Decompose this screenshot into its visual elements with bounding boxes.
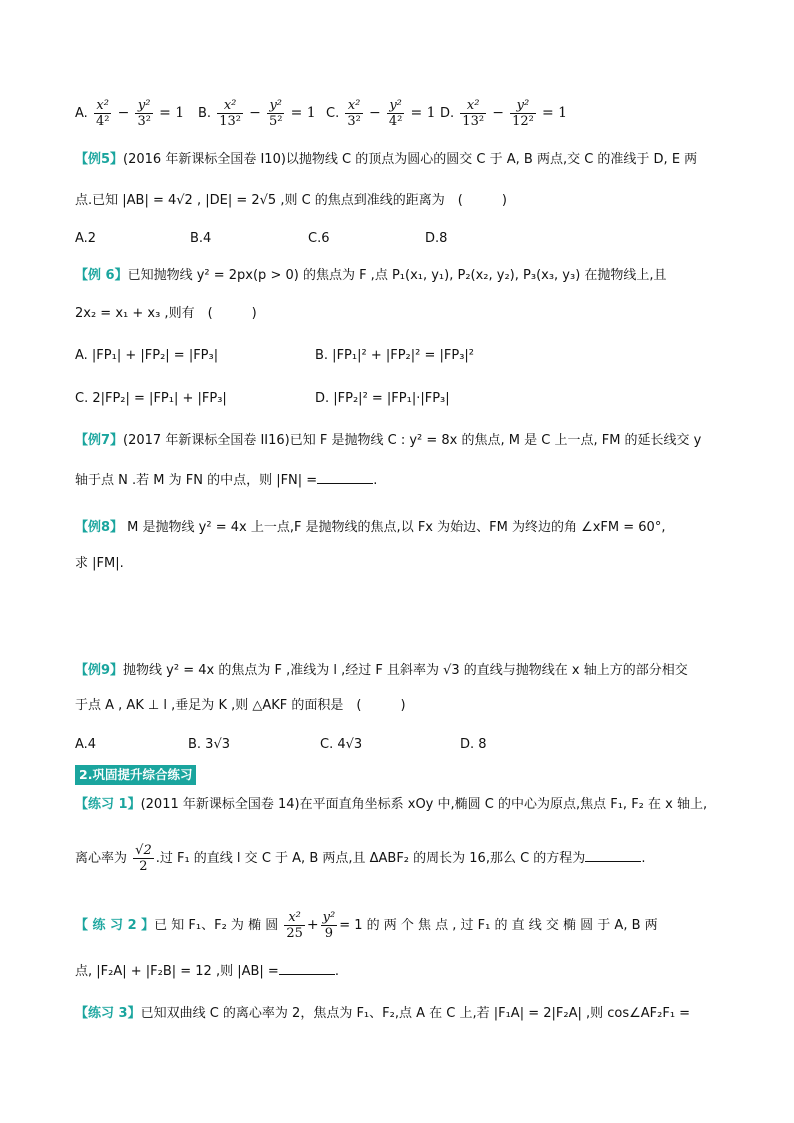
example-text: 已知抛物线 y² = 2px(p > 0) 的焦点为 F ,点 P₁(x₁, y₁), P₂(x₂, y₂), P₃(x₃, y₃) 在抛物线上,且 [127, 268, 667, 283]
example-8-line-1 [75, 518, 665, 538]
ex9-option-d[interactable]: D. 8 [460, 737, 487, 752]
practice-3-line-1 [75, 1004, 690, 1024]
q4-option-a[interactable]: A. $\frac{\text{x²}}{\text{4²}}$ − $\frac{\text{y²}}{\text{3²}}$ = 1 [75, 98, 185, 129]
practice-2-line-2: 点, |F₂A| + |F₂B| = 12 ,则 |AB| = . [75, 964, 339, 979]
ex5-option-b[interactable]: B.4 [190, 231, 212, 246]
ex6-option-a[interactable]: A. |FP₁| + |FP₂| = |FP₃| [75, 348, 219, 363]
answer-blank[interactable] [279, 962, 335, 975]
practice-1-line-2: 离心率为 $\frac{√2}{2}$ .过 F₁ 的直线 l 交 C 于 A, B 两点,且 ΔABF₂ 的周长为 16,那么 C 的方程为 . [75, 843, 646, 874]
practice-1-line-1 [75, 795, 707, 815]
option-letter: B. [198, 106, 212, 121]
example-text: M 是抛物线 y² = 4x 上一点,F 是抛物线的焦点,以 Fx 为始边、FM 为终边的角 ∠xFM = 60°, [123, 520, 666, 535]
answer-blank[interactable] [317, 471, 373, 484]
ex6-option-c[interactable]: C. 2|FP₂| = |FP₁| + |FP₃| [75, 391, 227, 406]
ex5-option-a[interactable]: A.2 [75, 231, 97, 246]
example-6-line-1 [75, 266, 667, 286]
ex9-option-b[interactable]: B. 3√3 [188, 737, 231, 752]
example-5-line-2: 点.已知 |AB| = 4√2 , |DE| = 2√5 ,则 C 的焦点到准线的距离为 ( ) [75, 193, 507, 208]
ex9-option-a[interactable]: A.4 [75, 737, 97, 752]
ex6-option-b[interactable]: B. |FP₁|² + |FP₂|² = |FP₃|² [315, 348, 474, 363]
ex6-option-d[interactable]: D. |FP₂|² = |FP₁|·|FP₃| [315, 391, 450, 406]
option-letter: D. [440, 106, 455, 121]
practice-text: (2011 年新课标全国卷 14)在平面直角坐标系 xOy 中,椭圆 C 的中心为原点,焦点 F₁, F₂ 在 x 轴上, [140, 797, 708, 812]
q4-option-b[interactable]: B. $\frac{\text{x²}}{\text{13²}}$ − $\frac{\text{y²}}{\text{5²}}$ = 1 [198, 98, 316, 129]
example-6-line-2: 2x₂ = x₁ + x₃ ,则有 ( ) [75, 306, 257, 321]
example-9-line-2: 于点 A , AK ⊥ l ,垂足为 K ,则 △AKF 的面积是 ( ) [75, 698, 406, 713]
section-heading: 2.巩固提升综合练习 [75, 765, 196, 785]
practice-tag: 【练习 1】 [75, 797, 141, 812]
answer-blank[interactable] [585, 849, 641, 862]
example-text: 抛物线 y² = 4x 的焦点为 F ,准线为 l ,经过 F 且斜率为 √3 的直线与抛物线在 x 轴上方的部分相交 [123, 663, 688, 678]
example-5-line-1 [75, 150, 697, 170]
ex5-option-c[interactable]: C.6 [308, 231, 330, 246]
ex9-option-c[interactable]: C. 4√3 [320, 737, 363, 752]
q4-option-c[interactable]: C. $\frac{\text{x²}}{\text{3²}}$ − $\frac{\text{y²}}{\text{4²}}$ = 1 [326, 98, 436, 129]
ex5-option-d[interactable]: D.8 [425, 231, 448, 246]
example-tag: 【例7】 [75, 433, 124, 448]
q4-option-d[interactable]: D. $\frac{\text{x²}}{\text{13²}}$ − $\frac{\text{y²}}{\text{12²}}$ = 1 [440, 98, 568, 129]
option-letter: C. [326, 106, 340, 121]
practice-2-line-1: 【 练 习 2 】已 知 F₁、F₂ 为 椭 圆 $\frac{\text{x²}}{25}$ + $\frac{\text{y²}}{9}$ = 1 的 两 个 焦 点 , 过 F₁ 的 直 线 交 椭 圆 于 A, B 两 [75, 910, 658, 941]
example-7-line-2: 轴于点 N .若 M 为 FN 的中点，则 |FN| = . [75, 473, 378, 488]
example-tag: 【例9】 [75, 663, 124, 678]
example-7-line-1 [75, 431, 701, 451]
option-letter: A. [75, 106, 88, 121]
example-text: (2016 年新课标全国卷 I10)以抛物线 C 的顶点为圆心的圆交 C 于 A, B 两点,交 C 的准线于 D, E 两 [123, 152, 698, 167]
practice-tag: 【练习 3】 [75, 1006, 141, 1021]
example-text: (2017 年新课标全国卷 II16)已知 F 是抛物线 C : y² = 8x 的焦点, M 是 C 上一点, FM 的延长线交 y [123, 433, 702, 448]
eccentricity-fraction: $\frac{√2}{2}$ [135, 843, 152, 874]
practice-tag: 【 练 习 2 】 [75, 918, 155, 933]
practice-text: 已知双曲线 C 的离心率为 2，焦点为 F₁、F₂,点 A 在 C 上,若 |F₁A| = 2|F₂A| ,则 cos∠AF₂F₁ = [140, 1006, 691, 1021]
example-tag: 【例5】 [75, 152, 124, 167]
example-8-line-2: 求 |FM|. [75, 556, 124, 571]
example-9-line-1 [75, 661, 688, 681]
example-tag: 【例8】 [75, 520, 124, 535]
example-tag: 【例 6】 [75, 268, 128, 283]
